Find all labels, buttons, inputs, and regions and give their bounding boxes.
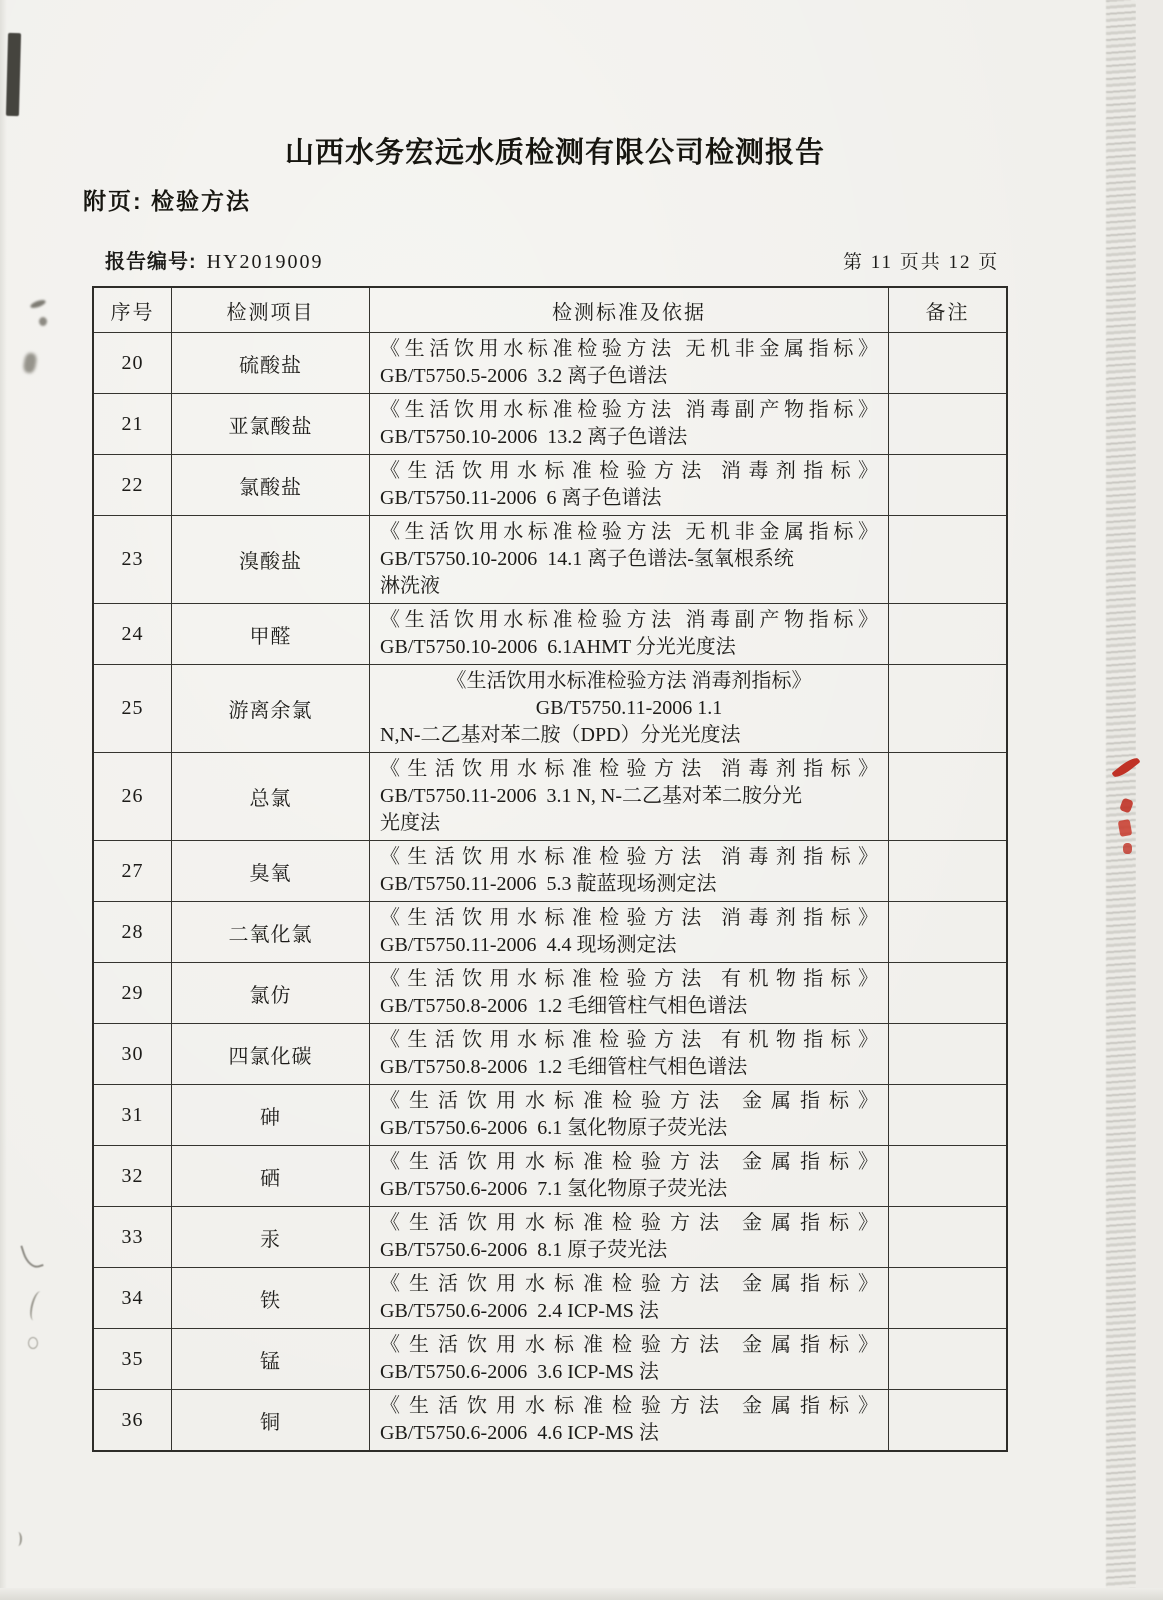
row-serial-number: 25	[121, 697, 144, 719]
table-row	[94, 840, 1006, 901]
method-line: 《生活饮用水标准检验方法 消毒剂指标》	[446, 670, 812, 692]
row-test-item: 硫酸盐	[171, 333, 369, 393]
row-remark	[888, 1390, 1006, 1450]
row-test-standard	[369, 841, 888, 901]
row-test-item: 铁	[171, 1268, 369, 1328]
row-serial-number: 31	[121, 1103, 144, 1126]
row-test-standard	[369, 902, 888, 962]
row-serial-number: 28	[121, 920, 144, 943]
row-test-item: 总氯	[171, 753, 369, 840]
row-remark	[888, 1329, 1006, 1389]
pencil-mark	[20, 1241, 43, 1271]
row-serial-number: 29	[121, 981, 144, 1004]
table-row	[94, 901, 1006, 962]
pencil-mark	[14, 1532, 22, 1546]
scan-left-edge-shadow	[0, 0, 7, 1600]
row-serial-number: 34	[121, 1286, 144, 1309]
method-line: 光度法	[380, 812, 440, 834]
method-line: GB/T5750.11-2006 1.1	[535, 697, 723, 719]
row-serial-number: 32	[121, 1164, 144, 1187]
row-test-standard	[369, 1085, 888, 1145]
table-row	[94, 752, 1006, 840]
row-serial-number: 24	[121, 622, 144, 645]
method-line: GB/T5750.6-2006 7.1 氢化物原子荧光法	[380, 1178, 728, 1200]
row-test-standard	[369, 516, 888, 603]
row-test-standard	[369, 1207, 888, 1267]
method-line: 《生活饮用水标准检验方法 金属指标》	[380, 1334, 878, 1356]
row-test-item: 游离余氯	[171, 665, 369, 752]
method-line: GB/T5750.6-2006 3.6 ICP-MS 法	[380, 1361, 659, 1383]
method-line: GB/T5750.6-2006 6.1 氢化物原子荧光法	[380, 1117, 728, 1139]
row-test-standard	[369, 455, 888, 515]
table-row	[94, 962, 1006, 1023]
method-line: 《生活饮用水标准检验方法 消毒剂指标》	[380, 460, 878, 482]
method-line: GB/T5750.10-2006 14.1 离子色谱法-氢氧根系统	[380, 548, 794, 570]
table-row	[94, 1328, 1006, 1389]
appendix-subtitle: 附页: 检验方法	[83, 188, 252, 214]
row-test-standard	[369, 665, 888, 752]
row-serial-number: 30	[121, 1042, 144, 1065]
page-indicator: 第 11 页共 12 页	[843, 252, 1000, 273]
method-line: 《生活饮用水标准检验方法 有机物指标》	[380, 968, 878, 990]
scan-crease-band	[1106, 0, 1136, 1600]
row-serial-number: 20	[121, 351, 144, 374]
row-remark	[888, 1024, 1006, 1084]
red-ink-mark	[1118, 819, 1133, 837]
row-remark	[888, 1085, 1006, 1145]
table-row	[94, 1389, 1006, 1450]
row-test-item: 锰	[171, 1329, 369, 1389]
document-title: 山西水务宏远水质检测有限公司检测报告	[284, 137, 825, 169]
method-line: GB/T5750.6-2006 2.4 ICP-MS 法	[380, 1300, 659, 1322]
method-line: 《生活饮用水标准检验方法 消毒剂指标》	[380, 907, 878, 929]
row-test-item: 臭氧	[171, 841, 369, 901]
row-remark	[888, 455, 1006, 515]
row-remark	[888, 604, 1006, 664]
header-test-standard: 检测标准及依据	[369, 288, 888, 332]
row-serial-number: 33	[121, 1225, 144, 1248]
table-row	[94, 1267, 1006, 1328]
method-line: N,N-二乙基对苯二胺（DPD）分光光度法	[380, 724, 741, 746]
row-test-item: 氯仿	[171, 963, 369, 1023]
report-number-label: 报告编号:	[105, 251, 197, 273]
method-line: GB/T5750.5-2006 3.2 离子色谱法	[380, 365, 668, 387]
row-serial-number: 21	[121, 412, 144, 435]
method-line: 《生活饮用水标准检验方法 消毒剂指标》	[380, 758, 878, 780]
row-remark	[888, 1207, 1006, 1267]
method-line: 《生活饮用水标准检验方法 无机非金属指标》	[380, 338, 878, 360]
row-remark	[888, 1146, 1006, 1206]
row-remark	[888, 516, 1006, 603]
method-line: GB/T5750.6-2006 8.1 原子荧光法	[380, 1239, 668, 1261]
method-line: GB/T5750.8-2006 1.2 毛细管柱气相色谱法	[380, 1056, 748, 1078]
methods-table-header	[94, 288, 1006, 332]
method-line: GB/T5750.10-2006 13.2 离子色谱法	[380, 426, 688, 448]
pencil-smudge	[39, 317, 47, 326]
row-remark	[888, 963, 1006, 1023]
row-test-item: 甲醛	[171, 604, 369, 664]
row-test-standard	[369, 1024, 888, 1084]
row-serial-number: 35	[121, 1347, 144, 1370]
row-remark	[888, 1268, 1006, 1328]
row-serial-number: 22	[121, 473, 144, 496]
row-test-item: 溴酸盐	[171, 516, 369, 603]
red-ink-mark	[1111, 755, 1140, 781]
pencil-mark	[28, 1290, 47, 1322]
row-test-item: 砷	[171, 1085, 369, 1145]
header-test-item: 检测项目	[171, 288, 369, 332]
pencil-mark	[28, 1337, 38, 1349]
pencil-smudge	[29, 298, 46, 309]
method-line: 《生活饮用水标准检验方法 有机物指标》	[380, 1029, 878, 1051]
method-line: 《生活饮用水标准检验方法 金属指标》	[380, 1395, 878, 1417]
row-test-item: 亚氯酸盐	[171, 394, 369, 454]
row-test-standard	[369, 1146, 888, 1206]
table-row	[94, 603, 1006, 664]
row-test-item: 汞	[171, 1207, 369, 1267]
report-number-value: HY2019009	[206, 251, 324, 273]
table-row	[94, 664, 1006, 752]
table-row	[94, 1023, 1006, 1084]
method-line: 《生活饮用水标准检验方法 金属指标》	[380, 1151, 878, 1173]
row-serial-number: 36	[121, 1408, 144, 1431]
row-test-item: 氯酸盐	[171, 455, 369, 515]
method-line: 《生活饮用水标准检验方法 消毒剂指标》	[380, 846, 878, 868]
row-test-item: 铜	[171, 1390, 369, 1450]
row-remark	[888, 902, 1006, 962]
row-test-standard	[369, 963, 888, 1023]
row-remark	[888, 841, 1006, 901]
table-row	[94, 393, 1006, 454]
method-line: 《生活饮用水标准检验方法 消毒副产物指标》	[380, 609, 878, 631]
row-test-item: 硒	[171, 1146, 369, 1206]
method-line: 《生活饮用水标准检验方法 金属指标》	[380, 1090, 878, 1112]
header-serial-number: 序号	[110, 301, 155, 324]
table-row	[94, 332, 1006, 393]
method-line: GB/T5750.11-2006 5.3 靛蓝现场测定法	[380, 873, 717, 895]
methods-table	[92, 286, 1008, 1452]
pencil-smudge	[22, 352, 37, 374]
method-line: GB/T5750.11-2006 3.1 N, N-二乙基对苯二胺分光	[380, 785, 803, 807]
row-serial-number: 26	[121, 785, 144, 807]
method-line: 淋洗液	[380, 575, 440, 597]
scan-right-margin	[1136, 0, 1163, 1600]
row-serial-number: 23	[121, 548, 144, 570]
table-row	[94, 1145, 1006, 1206]
table-row	[94, 1206, 1006, 1267]
row-remark	[888, 665, 1006, 752]
method-line: GB/T5750.8-2006 1.2 毛细管柱气相色谱法	[380, 995, 748, 1017]
table-row	[94, 1084, 1006, 1145]
method-line: 《生活饮用水标准检验方法 无机非金属指标》	[380, 521, 878, 543]
table-row	[94, 454, 1006, 515]
row-serial-number: 27	[121, 859, 144, 882]
row-test-standard	[369, 394, 888, 454]
report-number	[105, 245, 324, 274]
row-test-standard	[369, 333, 888, 393]
method-line: GB/T5750.6-2006 4.6 ICP-MS 法	[380, 1422, 659, 1444]
header-remark: 备注	[888, 288, 1006, 332]
scan-bottom-edge-shadow	[0, 1588, 1163, 1600]
row-test-item: 二氧化氯	[171, 902, 369, 962]
method-line: GB/T5750.11-2006 6 离子色谱法	[380, 487, 662, 509]
red-ink-mark	[1119, 798, 1134, 814]
row-test-standard	[369, 753, 888, 840]
row-test-standard	[369, 604, 888, 664]
method-line: 《生活饮用水标准检验方法 消毒副产物指标》	[380, 399, 878, 421]
method-line: GB/T5750.10-2006 6.1AHMT 分光光度法	[380, 636, 736, 658]
table-row	[94, 515, 1006, 603]
row-test-standard	[369, 1329, 888, 1389]
method-line: GB/T5750.11-2006 4.4 现场测定法	[380, 934, 677, 956]
row-test-standard	[369, 1268, 888, 1328]
method-line: 《生活饮用水标准检验方法 金属指标》	[380, 1273, 878, 1295]
row-test-item: 四氯化碳	[171, 1024, 369, 1084]
methods-table-rows	[94, 332, 1006, 1450]
row-remark	[888, 753, 1006, 840]
method-line: 《生活饮用水标准检验方法 金属指标》	[380, 1212, 878, 1234]
red-ink-mark	[1123, 843, 1132, 854]
row-remark	[888, 333, 1006, 393]
scan-corner-mark	[6, 33, 21, 116]
row-remark	[888, 394, 1006, 454]
row-test-standard	[369, 1390, 888, 1450]
